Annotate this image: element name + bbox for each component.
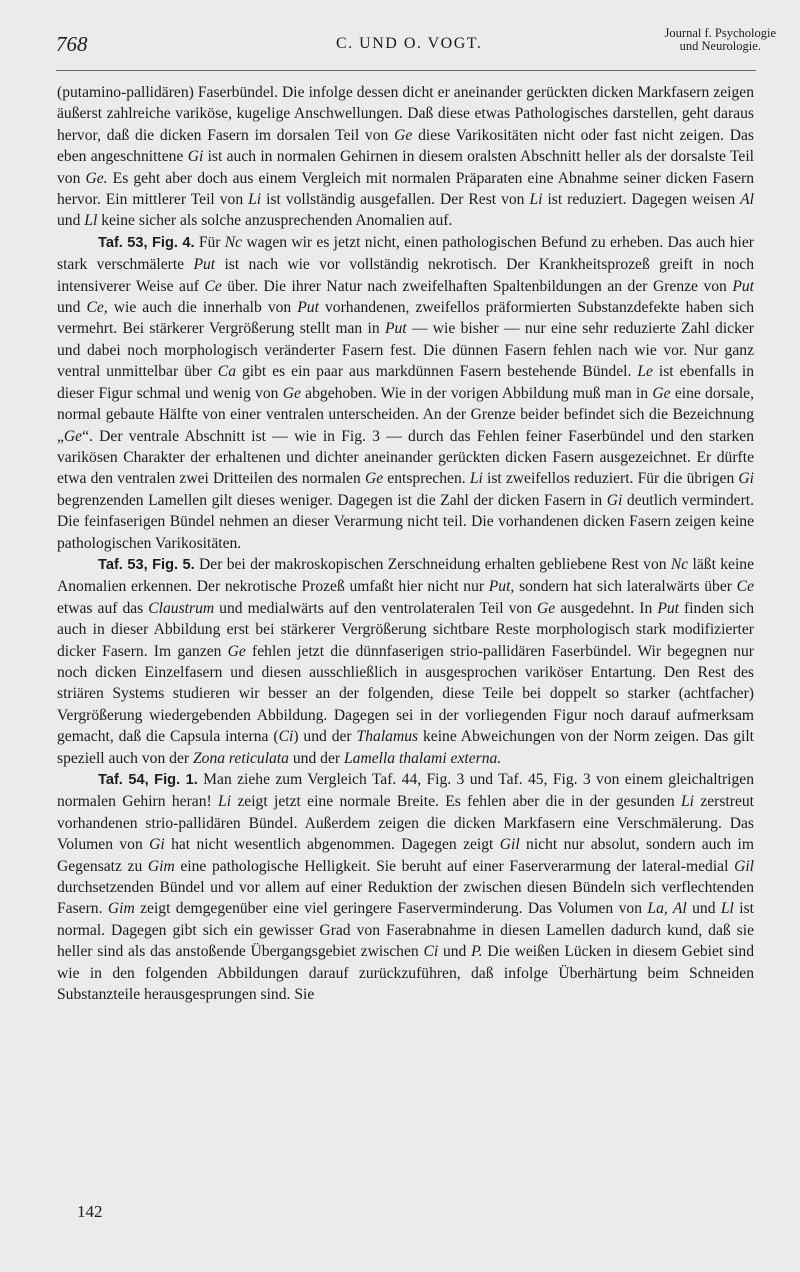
text-run: zeigt demgegenüber eine viel geringere Faserverminderung. Das Volumen von [134, 900, 648, 918]
section-taf53-fig5 [57, 554, 754, 769]
text-run: Es geht aber doch aus einem Vergleich mit normalen Präparaten eine Abnahme seiner dicken Fasern hervor. Ein mittlerer Teil von [57, 169, 754, 209]
text-run: läßt keine Anomalien erkennen. Der nekrotische Prozeß umfaßt hier nicht nur [57, 555, 754, 596]
italic-term: Ge [63, 427, 83, 445]
italic-term: Gim [107, 900, 135, 918]
italic-term: Ce [736, 578, 754, 596]
italic-term: Li [248, 191, 262, 209]
italic-term: Thalamus [356, 728, 419, 746]
italic-term: Ge [227, 642, 246, 660]
italic-term: Li [218, 793, 232, 811]
text-run: (putamino-pallidären) Faserbündel. Die infolge dessen dicht er aneinander gerückten dicken Markfasern zeigen äußerst zahlreiche variköse, kugelige Anschwellungen. Daß diese etwas Pathologisches darstellen, geht daraus hervor, daß die dicken Fasern im dorsalen Teil von [57, 84, 754, 144]
italic-term: Ge [394, 126, 413, 144]
italic-term: Ge [652, 384, 671, 402]
text-run: zeigt jetzt eine normale Breite. Es fehlen aber die in der gesunden [231, 793, 681, 811]
journal-name [665, 27, 776, 53]
text-run: eine dorsale, normal gebaute Hälfte von einer ventralen unterscheiden. An der Grenze beider befindet sich die Bezeichnung „ [57, 384, 754, 445]
italic-term: Ll [720, 900, 734, 918]
italic-term: Gim [147, 857, 175, 875]
italic-term: Ci [278, 728, 294, 746]
text-run: ist reduziert. Dagegen weisen [542, 191, 741, 209]
text-run: wie auch die innerhalb von [107, 299, 298, 317]
italic-term: Gi [738, 470, 754, 488]
italic-term: Ca [217, 363, 236, 381]
italic-term: Ce, [86, 299, 108, 317]
italic-term: Ge [537, 599, 556, 617]
section-label: Taf. 54, Fig. 1. [98, 772, 198, 788]
italic-term: Put [193, 256, 216, 274]
body-text [57, 82, 754, 1005]
text-run: und medialwärts auf den ventrolateralen Teil von [214, 599, 538, 617]
italic-term: Lamella thalami externa. [343, 749, 502, 767]
text-run: — wie bisher — nur eine sehr reduzierte Zahl dicker und dabei noch morphologisch veränderter Fasern fest. Die dünnen Fasern fehlen nach wie vor. Nur ganz ventral unmittelbar über [57, 320, 754, 381]
section-taf53-fig4 [57, 232, 754, 554]
italic-term: Le [637, 363, 653, 381]
italic-term: Claustrum [148, 599, 215, 617]
italic-term: Ge. [85, 169, 108, 187]
text-run: und [57, 212, 85, 230]
text-run: “. Der ventrale Abschnitt ist — wie in Fig. 3 — durch das Fehlen feiner Faserbündel und den starken varikösen Charakter der erhaltenen und dichter aneinander gerückten dicken Fasern ausgezeichnet. Er dürfte etwa den ventralen zwei Dritteilen des normalen [57, 427, 754, 488]
text-run: begrenzenden Lamellen gilt dieses weniger. Dagegen ist die Zahl der dicken Fasern in [57, 491, 607, 509]
paragraph-continuation [57, 82, 754, 232]
text-run: wagen wir es jetzt nicht, einen pathologischen Befund zu erheben. Das auch hier stark verschmälerte [57, 233, 754, 274]
italic-term: Ge [282, 384, 301, 402]
running-head: C. UND O. VOGT. [336, 35, 483, 52]
text-run: diese Varikositäten nicht oder fast nicht zeigen. Das eben angeschnittene [57, 126, 754, 166]
section-taf54-fig1 [57, 769, 754, 1005]
text-run: Für [194, 233, 225, 251]
text-run: ist auch in normalen Gehirnen in diesem oralsten Abschnitt heller als der dorsalste Teil von [57, 148, 754, 187]
italic-term: Zona reticulata [192, 749, 289, 767]
italic-term: P. [471, 943, 483, 961]
text-run: über. Die ihrer Natur nach zweifelhaften Spaltenbildungen an der Grenze von [221, 277, 733, 295]
text-run: ist nach wie vor vollständig nekrotisch. Der Krankheitsprozeß greift in noch intensiverer Weise auf [57, 256, 755, 295]
text-run: ist ebenfalls in dieser Figur schmal und wenig von [57, 363, 754, 402]
italic-term: Gi [149, 836, 165, 854]
italic-term: Ge [364, 470, 384, 488]
text-run: vorhandenen, zweifellos präformierten Substanzdefekte haben sich vermehrt. Bei stärkerer Vergrößerung stellt man in [57, 299, 755, 338]
italic-term: Gil [499, 836, 520, 854]
italic-term: Gil [734, 857, 754, 875]
text-run: durchsetzenden Bündel und vor allem auf einer Reduktion der zwischen diesen Bündeln sich verflechtenden Fasern. [57, 879, 754, 918]
text-run: und [438, 943, 472, 961]
italic-term: Nc [224, 233, 243, 251]
text-run: und [57, 299, 87, 317]
italic-term: Put [657, 599, 679, 617]
page-header [56, 22, 776, 66]
italic-term: Li [680, 793, 694, 811]
text-run: finden sich auch in dieser Abbildung erst bei stärkerer Vergrößerung sichtbare Reste morphologisch stark modifizierter dicker Fasern. Im ganzen [57, 599, 754, 660]
italic-term: Put, [488, 578, 515, 596]
italic-term: Gi [187, 148, 204, 166]
italic-term: Ci [423, 943, 439, 961]
text-run: Man ziehe zum Vergleich Taf. 44, Fig. 3 und Taf. 45, Fig. 3 von einem gleichaltrigen normalen Gehirn heran! [57, 771, 754, 811]
italic-term: Put [384, 320, 407, 338]
text-run: hat nicht wesentlich abgenommen. Dagegen zeigt [164, 836, 500, 854]
text-run: ist vollständig ausgefallen. Der Rest von [261, 191, 530, 209]
italic-term: Put [297, 299, 319, 317]
text-run: ausgedehnt. In [555, 599, 658, 617]
signature-mark: 142 [77, 1202, 103, 1221]
text-run: und [686, 900, 721, 918]
text-run: gibt es ein paar aus markdünnen Fasern bestehende Bündel. [236, 363, 638, 381]
journal-line-2: und Neurologie. [679, 39, 761, 53]
text-run: Die weißen Lücken in diesem Gebiet sind wie in den folgenden Abbildungen darauf zurückzuführen, daß infolge Überhärtung beim Schneiden Substanzteile herausgesprungen sind. Sie [57, 943, 755, 1004]
text-run: zerstreut vorhandenen strio-pallidären Bündel. Außerdem zeigen die dicken Markfasern eine Verschmälerung. Das Volumen von [57, 793, 754, 854]
text-run: und der [288, 749, 344, 767]
italic-term: Nc [670, 555, 689, 573]
text-run: deutlich vermindert. Die feinfaserigen Bündel nehmen an dieser Verarmung nicht teil. Die vorhandenen dicken Fasern zeigen keine pathologischen Varikositäten. [57, 491, 754, 552]
text-run: fehlen jetzt die dünnfaserigen strio-pallidären Faserbündel. Wir begegnen nur noch dicken Einzelfasern und diesen ausschließlich in ausgesprochen variköser Entartung. Den Rest des striären Systems studieren wir besser an der folgenden, diese Teile bei doppelt so starker (achtfacher) Vergrößerung wiedergebenden Abbildung. Dagegen sei in der vorliegenden Figur noch darauf aufmerksam gemacht, daß die Capsula interna ( [57, 642, 754, 746]
journal-line-1: Journal f. Psychologie [664, 26, 776, 40]
text-run: ist normal. Dagegen gibt sich ein gewisser Grad von Faserabnahme in diesen Lamellen dadurch kund, daß sie heller sind als das anstoßende Übergangsgebiet zwischen [57, 900, 755, 961]
italic-term: Al [740, 191, 755, 209]
text-run: Der bei der makroskopischen Zerschneidung erhalten gebliebene Rest von [194, 555, 671, 573]
italic-term: Li [529, 191, 543, 209]
italic-term: Ll [84, 212, 98, 230]
text-run: ) und der [293, 728, 357, 746]
header-rule [56, 70, 756, 71]
section-label: Taf. 53, Fig. 5. [98, 556, 195, 573]
italic-term: Ce [204, 277, 222, 295]
text-run: etwas auf das [57, 599, 149, 617]
text-run: keine sicher als solche anzusprechenden Anomalien auf. [97, 212, 453, 230]
text-run: ist zweifellos reduziert. Für die übrigen [482, 470, 739, 488]
section-label: Taf. 53, Fig. 4. [98, 234, 195, 251]
text-run: entsprechen. [383, 470, 470, 488]
text-run: sondern hat sich lateralwärts über [514, 578, 737, 596]
text-run: nicht nur absolut, sondern auch im Gegensatz zu [57, 836, 754, 875]
text-run: abgehoben. Wie in der vorigen Abbildung muß man in [300, 384, 653, 402]
text-run: eine pathologische Helligkeit. Sie beruht auf einer Faserverarmung der lateral-medial [174, 857, 735, 875]
italic-term: Gi [606, 491, 623, 509]
page-number: 768 [56, 32, 88, 56]
italic-term: Li [469, 470, 483, 488]
text-run: keine Abweichungen von der Norm zeigen. Das gilt speziell auch von der [57, 728, 754, 767]
italic-term: La, Al [647, 900, 687, 918]
italic-term: Put [732, 277, 754, 295]
